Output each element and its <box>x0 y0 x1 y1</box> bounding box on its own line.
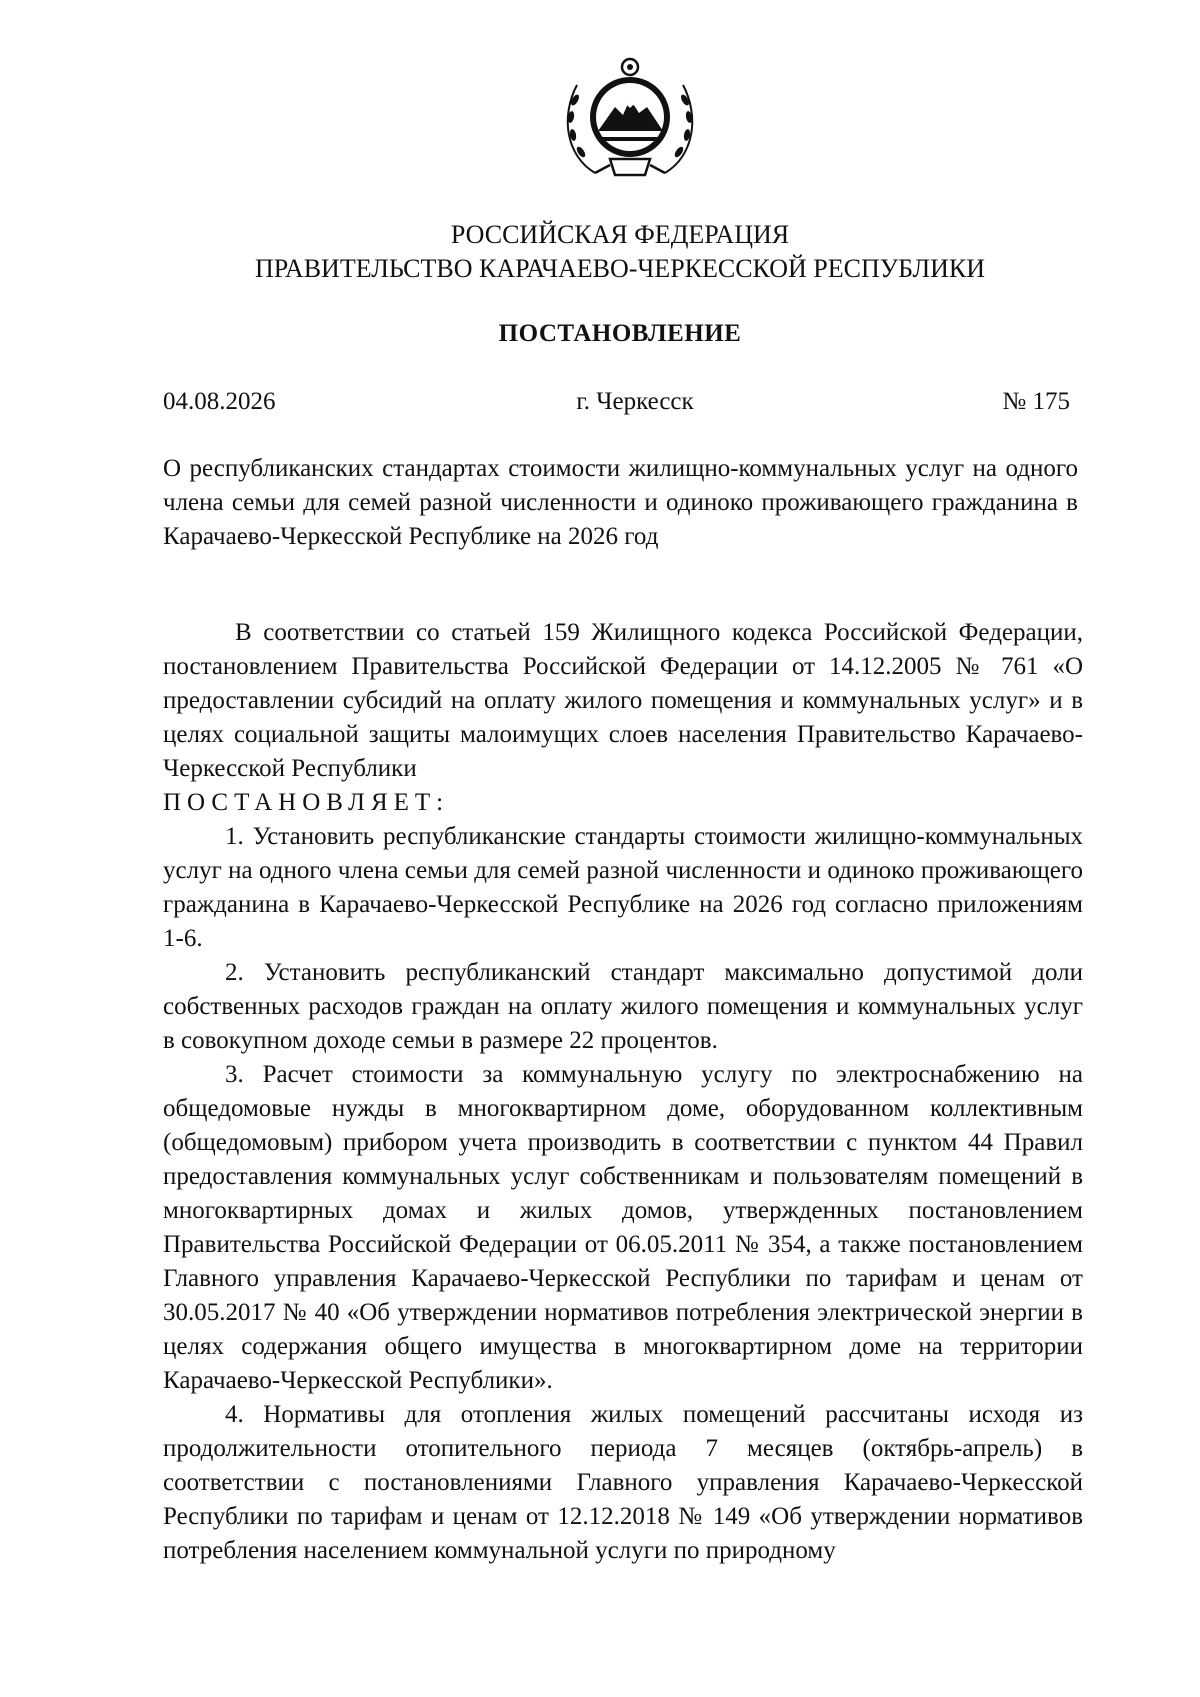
list-item: 1. Установить республиканские стандарты стоимости жилищно-коммунальных услуг на одного члена семьи для семей разной численности и одиноко проживающего гражданина в Карачаево-Черкесской Республике на 2026 год согласно приложениям 1-6. <box>163 823 1083 952</box>
decrees-heading: ПОСТАНОВЛЯЕТ: <box>163 789 450 816</box>
document-subject: О республиканских стандартах стоимости жилищно-коммунальных услуг на одного члена семьи для семей разной численности и одиноко проживающего гражданина в Карачаево-Черкесской Республике на 2026 год <box>163 455 1078 550</box>
preamble-paragraph: В соответствии со статьей 159 Жилищного кодекса Российской Федерации, постановлением Правительства Российской Федерации от 14.12.2005 № 761 «О предоставлении субсидий на оплату жилого помещения и коммунальных услуг» и в целях социальной защиты малоимущих слоев населения Правительство Карачаево-Черкесской Республики <box>163 619 1083 782</box>
document-date: 04.08.2026 <box>163 388 276 415</box>
coat-of-arms-icon <box>555 55 705 190</box>
country-title: РОССИЙСКАЯ ФЕДЕРАЦИЯ <box>450 220 790 249</box>
document-number: № 175 <box>1002 388 1070 415</box>
document-kind: ПОСТАНОВЛЕНИЕ <box>498 320 742 347</box>
document-body <box>163 616 1083 1568</box>
government-title: ПРАВИТЕЛЬСТВО КАРАЧАЕВО-ЧЕРКЕССКОЙ РЕСПУБЛИКИ <box>255 254 985 283</box>
document-city: г. Черкесск <box>576 388 694 415</box>
list-item: 4. Нормативы для отопления жилых помещений рассчитаны исходя из продолжительности отопительного периода 7 месяцев (октябрь-апрель) в соответствии с постановлениями Главного управления Карачаево-Черкесской Республики по тарифам и ценам от 12.12.2018 № 149 «Об утверждении нормативов потребления населением коммунальной услуги по природному <box>163 1401 1083 1564</box>
list-item: 2. Установить республиканский стандарт максимально допустимой доли собственных расходов граждан на оплату жилого помещения и коммунальных услуг в совокупном доходе семьи в размере 22 процентов. <box>163 959 1083 1054</box>
list-item: 3. Расчет стоимости за коммунальную услугу по электроснабжению на общедомовые нужды в многоквартирном доме, оборудованном коллективным (общедомовым) прибором учета производить в соответствии с пунктом 44 Правил предоставления коммунальных услуг собственникам и пользователям помещений в многоквартирных домах и жилых домов, утвержденных постановлением Правительства Российской Федерации от 06.05.2011 № 354, а также постановлением Главного управления Карачаево-Черкесской Республики по тарифам и ценам от 30.05.2017 № 40 «Об утверждении нормативов потребления электрической энергии в целях содержания общего имущества в многоквартирном доме на территории Карачаево-Черкесской Республики». <box>163 1061 1083 1394</box>
